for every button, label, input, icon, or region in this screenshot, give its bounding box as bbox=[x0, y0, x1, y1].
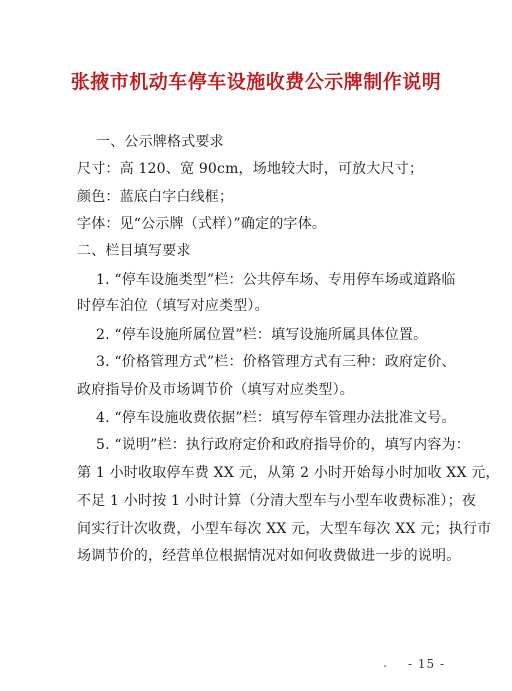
paragraph-color: 颜色：蓝底白字白线框； bbox=[77, 189, 234, 205]
paragraph-item-1-cont: 时停车泊位（填写对应类型）。 bbox=[77, 298, 269, 314]
paragraph-item-5-cont-1: 第 1 小时收取停车费 XX 元，从第 2 小时开始每小时加收 XX 元， bbox=[77, 465, 500, 481]
paragraph-font: 字体：见“公示牌（式样）”确定的字体。 bbox=[77, 216, 327, 232]
section-heading-format: 一、公示牌格式要求 bbox=[96, 134, 224, 150]
section-heading-fields: 二、栏目填写要求 bbox=[77, 243, 191, 259]
paragraph-item-5-cont-3: 间实行计次收费，小型车每次 XX 元，大型车每次 XX 元；执行市 bbox=[77, 521, 492, 537]
paragraph-item-5: 5. “说明”栏：执行政府定价和政府指导价的，填写内容为： bbox=[96, 437, 470, 453]
document-title: 张掖市机动车停车设施收费公示牌制作说明 bbox=[70, 71, 442, 93]
page-number: - 15 - bbox=[408, 657, 446, 671]
paragraph-item-4: 4. “停车设施收费依据”栏：填写停车管理办法批准文号。 bbox=[96, 410, 456, 426]
paragraph-item-2: 2. “停车设施所属位置”栏：填写设施所属具体位置。 bbox=[96, 327, 428, 343]
paragraph-item-1: 1. “停车设施类型”栏：公共停车场、专用停车场或道路临 bbox=[96, 272, 456, 288]
paragraph-item-3-cont: 政府指导价及市场调节价（填写对应类型）。 bbox=[77, 382, 354, 398]
paragraph-item-5-cont-2: 不足 1 小时按 1 小时计算（分清大型车与小型车收费标准）；夜 bbox=[77, 493, 477, 509]
paragraph-item-3: 3. “价格管理方式”栏：价格管理方式有三种：政府定价、 bbox=[96, 354, 456, 370]
scan-speck bbox=[384, 665, 386, 667]
paragraph-item-5-cont-4: 场调节价的，经营单位根据情况对如何收费做进一步的说明。 bbox=[77, 548, 461, 564]
paragraph-size: 尺寸：高 120、宽 90cm，场地较大时，可放大尺寸； bbox=[77, 161, 424, 177]
